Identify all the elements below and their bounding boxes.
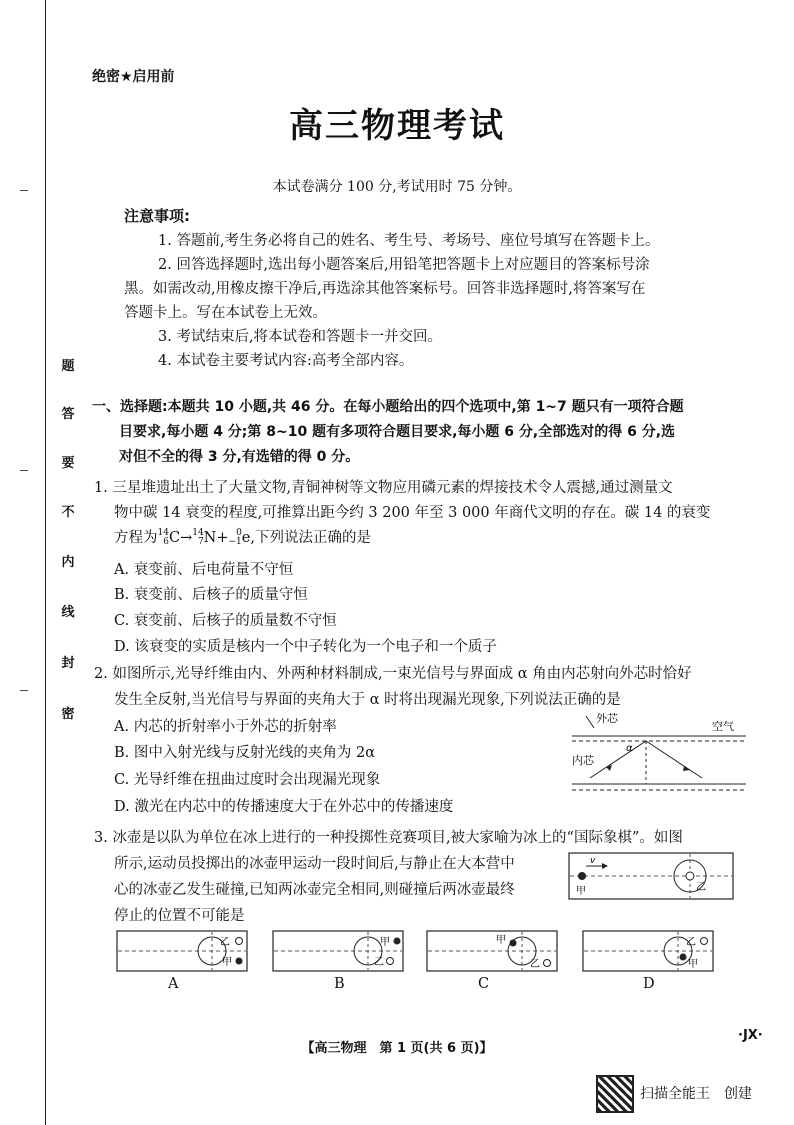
q1-option-d: D. 该衰变的实质是核内一个中子转化为一个电子和一个质子 bbox=[114, 639, 497, 655]
q1-arrow: → bbox=[180, 530, 193, 546]
notice-line: 1. 答题前,考生务必将自己的姓名、考生号、考场号、座位号填写在答题卡上。 bbox=[158, 233, 660, 249]
qr-code-icon bbox=[596, 1075, 634, 1113]
stone-jia bbox=[236, 958, 243, 965]
stone-jia bbox=[510, 940, 517, 947]
q2-option-b: B. 图中入射光线与反射光线的夹角为 2α bbox=[114, 745, 375, 761]
velocity-arrow-icon bbox=[602, 863, 608, 869]
q1-charge-n: 7 bbox=[197, 537, 204, 547]
stone-yi-label: 乙 bbox=[696, 882, 706, 893]
optical-fiber-figure bbox=[566, 708, 750, 804]
margin-char: 答 bbox=[61, 407, 75, 422]
choice-a-figure bbox=[116, 930, 248, 974]
margin-char: 要 bbox=[61, 456, 75, 471]
q1-option-a: A. 衰变前、后电荷量不守恒 bbox=[114, 562, 294, 578]
section-instructions: 对但不全的得 3 分,有选错的得 0 分。 bbox=[119, 449, 360, 465]
choice-c-figure bbox=[426, 930, 558, 974]
stone-yi-label: 乙 bbox=[686, 937, 696, 948]
outer-label-leader bbox=[586, 716, 594, 728]
margin-char: 封 bbox=[61, 656, 75, 671]
outer-core-label: 外芯 bbox=[596, 712, 618, 725]
angle-alpha-label: α bbox=[626, 743, 633, 754]
stone-yi-label: 乙 bbox=[220, 937, 230, 948]
stone-jia-label: 甲 bbox=[688, 959, 698, 970]
reflected-arrow-icon bbox=[683, 766, 690, 771]
q1-equation-suffix: ,下列说法正确的是 bbox=[250, 530, 371, 546]
q2-option-a: A. 内芯的折射率小于外芯的折射率 bbox=[114, 719, 337, 735]
stone-yi bbox=[236, 938, 243, 945]
q2-stem: 2. 如图所示,光导纤维由内、外两种材料制成,一束光信号与界面成 α 角由内芯射向外芯时恰好 bbox=[94, 666, 692, 682]
margin-char: 线 bbox=[61, 605, 75, 620]
q1-mass-n: 14 bbox=[192, 528, 204, 538]
stone-jia-label: 甲 bbox=[496, 935, 506, 946]
q1-mass-c: 14 bbox=[157, 528, 169, 538]
q1-option-c: C. 衰变前、后核子的质量数不守恒 bbox=[114, 613, 337, 629]
q1-charge-c: 6 bbox=[163, 537, 169, 547]
exam-code: ·JX· bbox=[738, 1028, 763, 1043]
stone-jia-label: 甲 bbox=[222, 957, 232, 968]
choice-d-label: D bbox=[643, 976, 655, 992]
stone-yi-label: 乙 bbox=[530, 959, 540, 970]
page-footer: 【高三物理 第 1 页(共 6 页)】 bbox=[301, 1041, 493, 1056]
inner-core-label: 内芯 bbox=[572, 754, 594, 767]
curling-setup-figure bbox=[568, 852, 736, 902]
q3-stem: 心的冰壶乙发生碰撞,已知两冰壶完全相同,则碰撞后两冰壶最终 bbox=[114, 882, 515, 898]
q1-equation bbox=[114, 526, 371, 547]
binding-line bbox=[45, 0, 46, 1125]
notice-line: 答题卡上。写在本试卷上无效。 bbox=[124, 305, 327, 321]
notice-line: 2. 回答选择题时,选出每小题答案后,用铅笔把答题卡上对应题目的答案标号涂 bbox=[158, 257, 650, 273]
stone-yi bbox=[686, 872, 694, 880]
confidential-label: 绝密★启用前 bbox=[92, 69, 175, 85]
q2-option-c: C. 光导纤维在扭曲过度时会出现漏光现象 bbox=[114, 772, 381, 788]
section-instructions: 目要求,每小题 4 分;第 8~10 题有多项符合题目要求,每小题 6 分,全部选对的得 6 分,选 bbox=[119, 424, 676, 440]
velocity-label: v bbox=[590, 856, 596, 866]
choice-b-label: B bbox=[334, 976, 345, 992]
q1-symbol-n: N+ bbox=[203, 530, 229, 546]
margin-char: 密 bbox=[61, 707, 75, 722]
notice-line: 3. 考试结束后,将本试卷和答题卡一并交回。 bbox=[158, 329, 443, 345]
q3-stem: 所示,运动员投掷出的冰壶甲运动一段时间后,与静止在大本营中 bbox=[114, 856, 515, 872]
choice-d-figure bbox=[582, 930, 714, 974]
margin-char: 不 bbox=[61, 505, 75, 520]
q3-stem: 停止的位置不可能是 bbox=[114, 908, 245, 924]
q1-mass-e: 0 bbox=[236, 528, 242, 538]
q2-stem: 发生全反射,当光信号与界面的夹角大于 α 时将出现漏光现象,下列说法正确的是 bbox=[114, 692, 621, 708]
margin-char: 题 bbox=[61, 359, 75, 374]
stone-jia bbox=[394, 938, 401, 945]
reflected-ray bbox=[646, 741, 702, 778]
q1-symbol-c: C bbox=[168, 530, 181, 546]
margin-tick bbox=[20, 470, 28, 471]
q1-stem: 1. 三星堆遗址出土了大量文物,青铜神树等文物应用磷元素的焊接技术令人震撼,通过测量文 bbox=[94, 480, 673, 496]
q2-option-d: D. 激光在内芯中的传播速度大于在外芯中的传播速度 bbox=[114, 799, 454, 815]
choice-a-label: A bbox=[168, 976, 179, 992]
exam-subtitle: 本试卷满分 100 分,考试用时 75 分钟。 bbox=[272, 179, 522, 195]
notice-line: 黑。如需改动,用橡皮擦干净后,再选涂其他答案标号。回答非选择题时,将答案写在 bbox=[124, 281, 646, 297]
q1-option-b: B. 衰变前、后核子的质量守恒 bbox=[114, 587, 308, 603]
choice-c-label: C bbox=[478, 976, 490, 992]
scanner-watermark: 扫描全能王 创建 bbox=[640, 1086, 752, 1102]
stone-jia-label: 甲 bbox=[576, 886, 586, 897]
q1-equation-prefix: 方程为 bbox=[114, 530, 158, 546]
stone-yi-label: 乙 bbox=[374, 957, 384, 968]
stone-jia bbox=[680, 954, 687, 961]
stone-yi bbox=[387, 958, 394, 965]
choice-b-figure bbox=[272, 930, 404, 974]
q1-stem: 物中碳 14 衰变的程度,可推算出距今约 3 200 年至 3 000 年商代文明的存在。碳 14 的衰变 bbox=[114, 505, 711, 521]
notice-line: 4. 本试卷主要考试内容:高考全部内容。 bbox=[158, 353, 414, 369]
margin-char: 内 bbox=[61, 555, 75, 570]
q3-stem: 3. 冰壶是以队为单位在冰上进行的一种投掷性竞赛项目,被大家喻为冰上的“国际象棋”。如图 bbox=[94, 830, 683, 846]
stone-yi bbox=[544, 960, 551, 967]
stone-jia-label: 甲 bbox=[380, 937, 390, 948]
incident-ray bbox=[590, 741, 646, 778]
page-title: 高三物理考试 bbox=[289, 106, 505, 146]
stone-yi bbox=[701, 938, 708, 945]
q1-charge-e: −1 bbox=[228, 537, 242, 547]
stone-jia bbox=[578, 872, 586, 880]
margin-tick bbox=[20, 690, 28, 691]
notice-heading: 注意事项: bbox=[124, 207, 190, 225]
q1-symbol-e: e bbox=[241, 530, 251, 546]
air-label: 空气 bbox=[712, 720, 734, 733]
section-instructions: 一、选择题:本题共 10 小题,共 46 分。在每小题给出的四个选项中,第 1~7 题只有一项符合题 bbox=[92, 399, 684, 415]
